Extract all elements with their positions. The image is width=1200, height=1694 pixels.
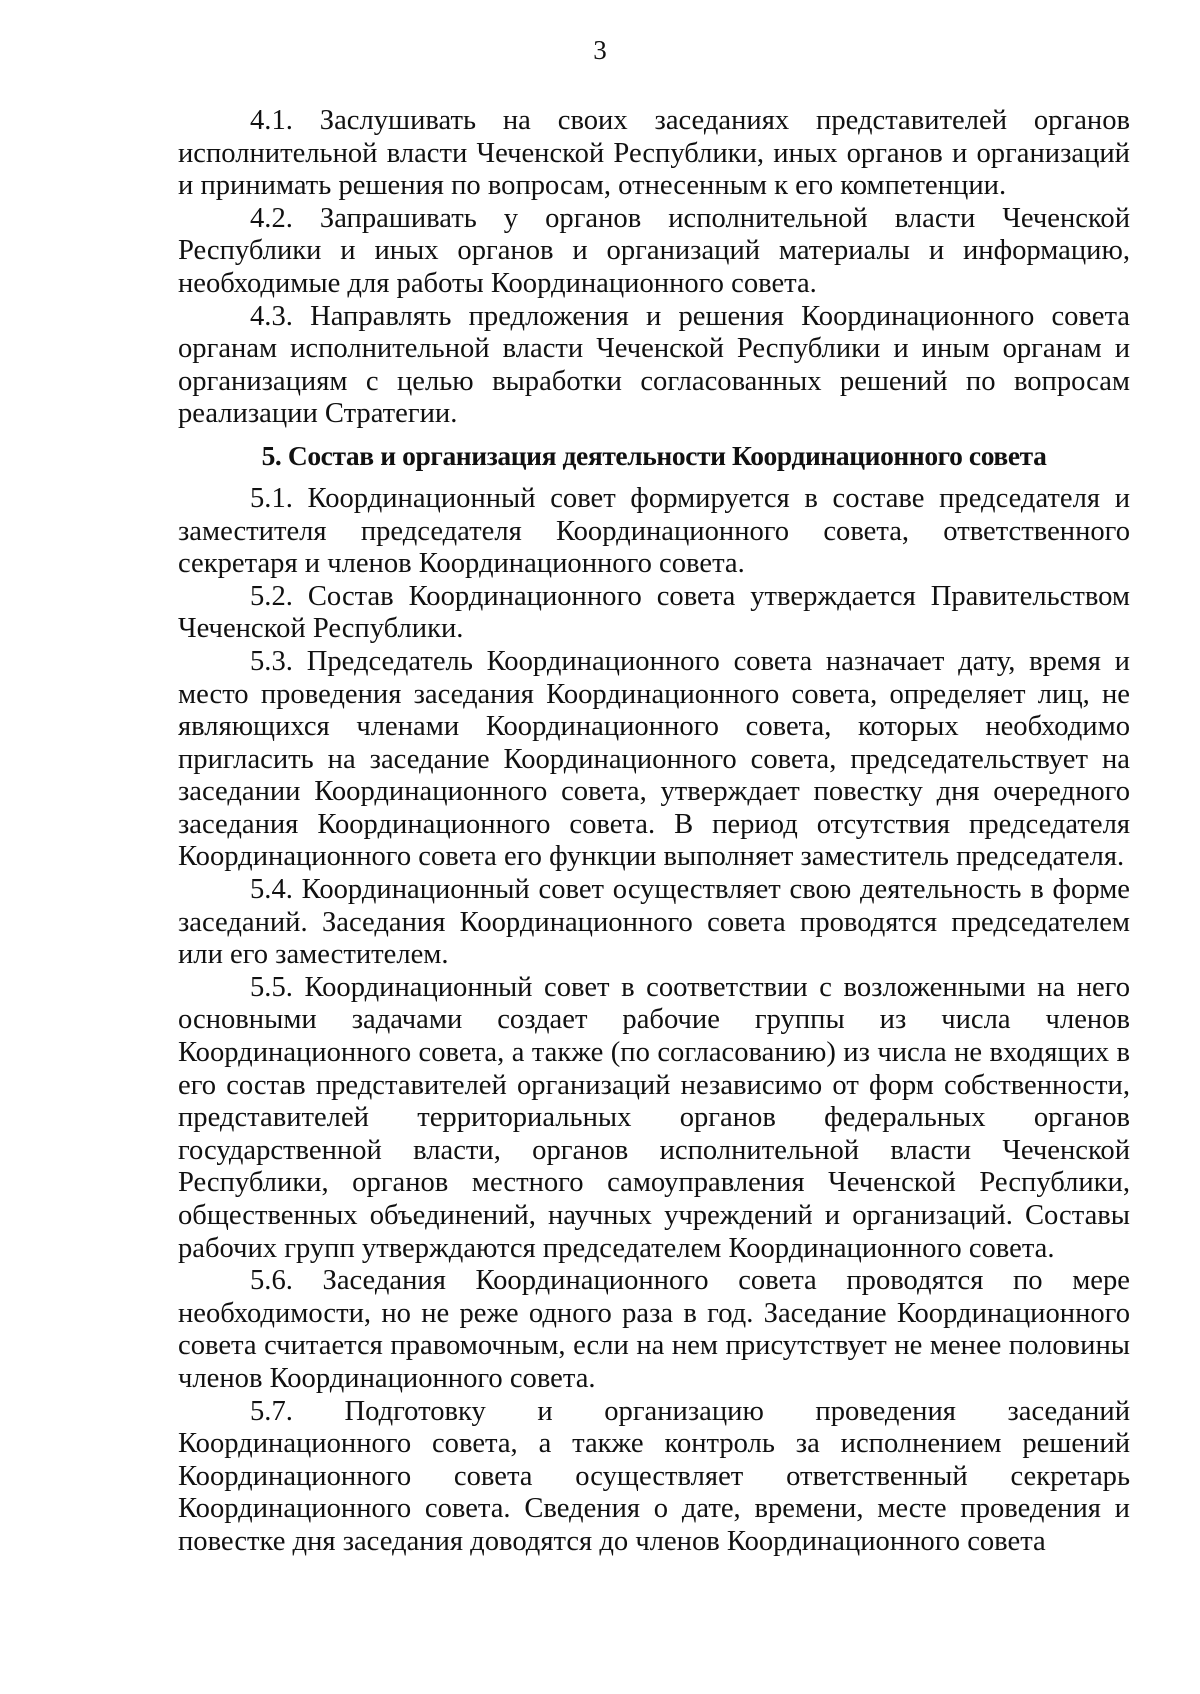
paragraph-4-3: 4.3. Направлять предложения и решения Координационного совета органам исполнительной власти Чеченской Республики и иным органам и организациям с целью выработки согласованных решений по вопросам реализации Стратегии.: [178, 300, 1130, 430]
paragraph-5-1: 5.1. Координационный совет формируется в составе председателя и заместителя председателя Координационного совета, ответственного секретаря и членов Координационного совета.: [178, 482, 1130, 580]
page-number: 3: [593, 35, 607, 65]
paragraph-4-2: 4.2. Запрашивать у органов исполнительной власти Чеченской Республики и иных органов и организаций материалы и информацию, необходимые для работы Координационного совета.: [178, 202, 1130, 299]
section-heading: 5. Состав и организация деятельности Координационного совета: [261, 439, 1047, 471]
paragraph-4-1: 4.1. Заслушивать на своих заседаниях представителей органов исполнительной власти Чеченской Республики, иных органов и организаций и принимать решения по вопросам, отнесенным к его компетенции.: [178, 105, 1130, 202]
paragraph-5-4: 5.4. Координационный совет осуществляет свою деятельность в форме заседаний. Заседания Координационного совета проводятся председателем или его заместителем.: [178, 874, 1130, 971]
paragraph-5-5: 5.5. Координационный совет в соответствии с возложенными на него основными задачами создает рабочие группы из числа членов Координационного совета, а также (по согласованию) из числа не входящих в его состав представителей организаций независимо от форм собственности, представителей территориальных органов федеральных органов государственной власти, органов исполнительной власти Чеченской Республики, органов местного самоуправления Чеченской Республики, общественных объединений, научных учреждений и организаций. Составы рабочих групп утверждаются председателем Координационного совета.: [178, 971, 1130, 1264]
paragraph-5-6: 5.6. Заседания Координационного совета проводятся по мере необходимости, но не реже одного раза в год. Заседание Координационного совета считается правомочным, если на нем присутствует не менее половины членов Координационного совета.: [178, 1265, 1130, 1394]
paragraph-5-7: 5.7. Подготовку и организацию проведения заседаний Координационного совета, а также контроль за исполнением решений Координационного совета осуществляет ответственный секретарь Координационного совета. Сведения о дате, времени, месте проведения и повестке дня заседания доводятся до членов Координационного совета: [178, 1395, 1130, 1557]
paragraph-5-3: 5.3. Председатель Координационного совета назначает дату, время и место проведения заседания Координационного совета, определяет лиц, не являющихся членами Координационного совета, которых необходимо пригласить на заседание Координационного совета, председательствует на заседании Координационного совета, утверждает повестку дня очередного заседания Координационного совета. В период отсутствия председателя Координационного совета его функции выполняет заместитель председателя.: [178, 645, 1130, 873]
document-body: [178, 105, 1130, 1559]
paragraph-5-2: 5.2. Состав Координационного совета утверждается Правительством Чеченской Республики.: [178, 580, 1130, 645]
